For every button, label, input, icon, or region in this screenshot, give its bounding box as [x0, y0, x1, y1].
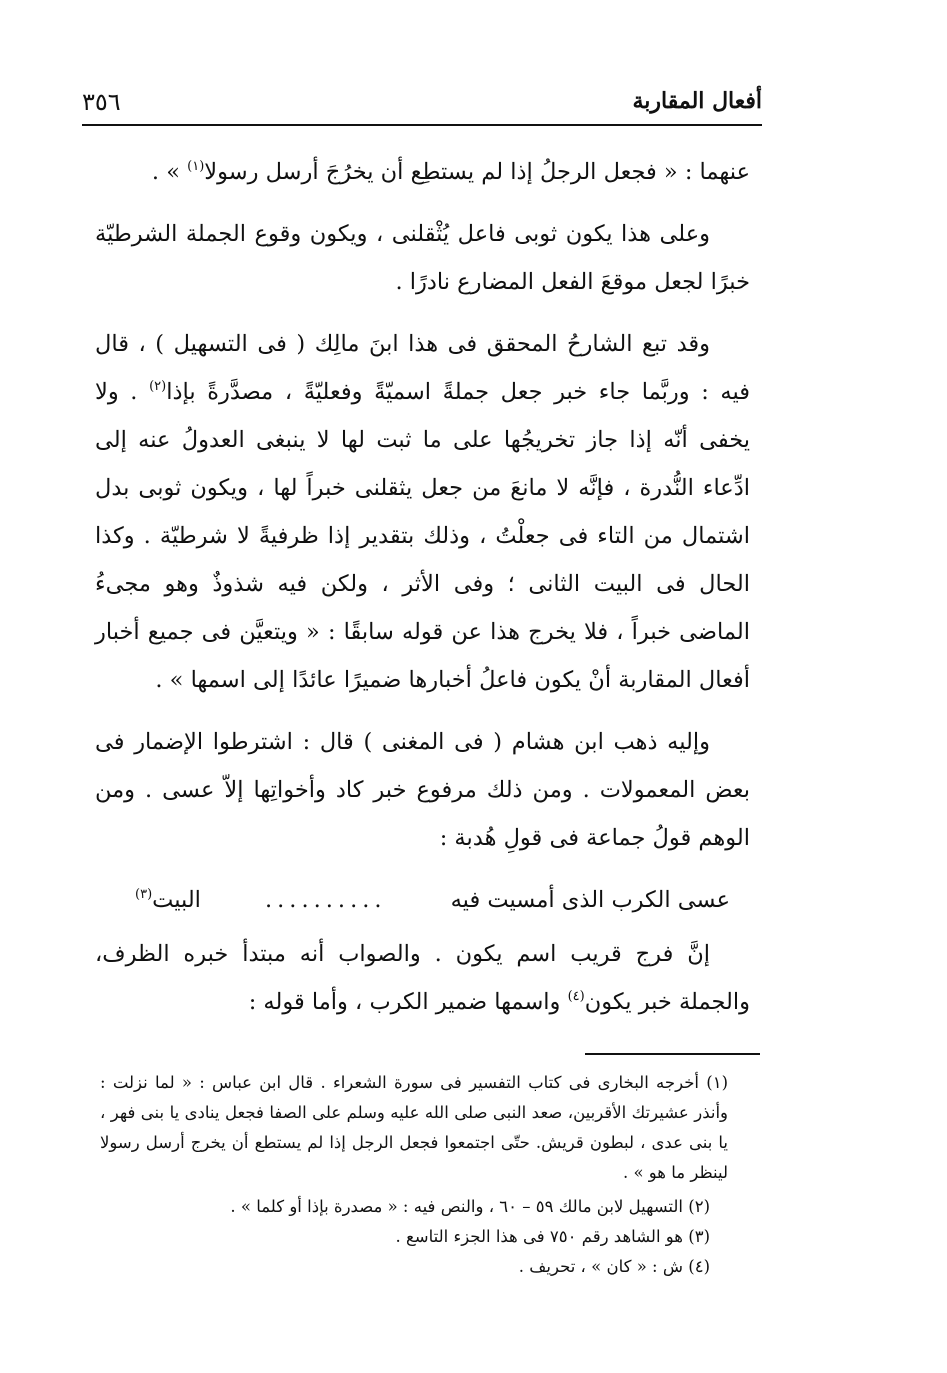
verse-end-word: البيت	[152, 887, 201, 913]
footnote-1: (١) أخرجه البخارى فى كتاب التفسير فى سورة الشعراء . قال ابن عباس : « لما نزلت : وأنذر عشيرتك الأقربين، صعد النبى صلى الله عليه وسلم على الصفا فجعل ينادى يا بنى فهر ، يا بنى عدى ، لبطون قريش. حتّى اجتمعوا فجعل الرجل إذا لم يستطع أن يخرج أرسل رسولا لينظر ما هو » .	[100, 1073, 728, 1182]
paragraph-1-text: عنهما : « فجعل الرجلُ إذا لم يستطِع أن يخرُجَ أرسل رسولا	[204, 159, 750, 185]
paragraph-3-text: وقد تبع الشارحُ المحقق فى هذا ابنَ مالِك ( فى التسهيل ) ، قال فيه : وربَّما جاء خبر جعل جملةً اسميّةً وفعليّةً ، مصدَّرةً بإذا	[95, 331, 750, 405]
paragraph-5-text: إنَّ فرج قريب اسم يكون . والصواب أنه مبتدأ خبره الظرف، والجملة خبر يكون	[95, 941, 750, 1015]
main-text	[95, 148, 750, 1026]
paragraph-4: وإليه ذهب ابن هشام ( فى المغنى ) قال : اشترطوا الإضمار فى بعض المعمولات . ومن ذلك مرفوع خبر كاد وأخواتِها إلاّ عسى . ومن الوهم قولُ جماعة فى قولِ هُدبة :	[95, 729, 750, 851]
verse-ellipsis: ..........	[265, 887, 387, 913]
page-number: ٣٥٦	[82, 88, 121, 116]
paragraph-5	[95, 930, 750, 1026]
footnote-ref-2: (٢)	[149, 379, 167, 394]
footnote-ref-3: (٣)	[135, 887, 153, 902]
paragraph-1-end: » .	[151, 159, 188, 185]
running-title: أفعال المقاربة	[632, 88, 762, 114]
verse-line	[135, 876, 730, 924]
footnote-3: (٣) هو الشاهد رقم ٧٥٠ فى هذا الجزء التاسع .	[395, 1227, 710, 1246]
footnotes	[100, 1068, 728, 1282]
verse-end	[135, 876, 201, 924]
paragraph-2: وعلى هذا يكون ثوبى فاعل يُثْقلنى ، ويكون وقوع الجملة الشرطيّة خبرًا لجعل موقعَ الفعل المضارع نادرًا .	[95, 221, 750, 295]
footnote-separator	[585, 1053, 760, 1055]
paragraph-1	[95, 148, 750, 196]
paragraph-5-end: واسمها ضمير الكرب ، وأما قوله :	[248, 989, 568, 1015]
paragraph-3-continuation: . ولا يخفى أنّه إذا جاز تخريجُها على ما ثبت لها لا ينبغى العدولُ عنه إلى ادِّعاء النُّدرة ، فإنَّه لا مانعَ من جعل يثقلنى خبراً لها ، ويكون ثوبى بدل اشتمال من التاء فى جعلْتُ ، وذلك بتقدير إذا ظرفيةً لا شرطيّة . وكذا الحال فى البيت الثانى ؛ وفى الأثر ، ولكن فيه شذوذٌ وهو مجىءُ الماضى خبراً ، فلا يخرج هذا عن قوله سابقًا : « ويتعيَّن فى جميع أخبار أفعال المقاربة أنْ يكون فاعلُ أخبارها ضميرًا عائدًا إلى اسمها » .	[95, 379, 750, 693]
footnote-2: (٢) التسهيل لابن مالك ٥٩ – ٦٠ ، والنص فيه : « مصدرة بإذا أو كلما » .	[230, 1197, 710, 1216]
footnote-ref-1: (١)	[187, 159, 205, 174]
footnote-ref-4: (٤)	[567, 989, 585, 1004]
running-header	[82, 86, 762, 126]
verse-hemistich: عسى الكرب الذى أمسيت فيه	[450, 887, 730, 913]
footnote-4: (٤) ش : « كان » ، تحريف .	[518, 1257, 710, 1276]
paragraph-3	[95, 320, 750, 704]
